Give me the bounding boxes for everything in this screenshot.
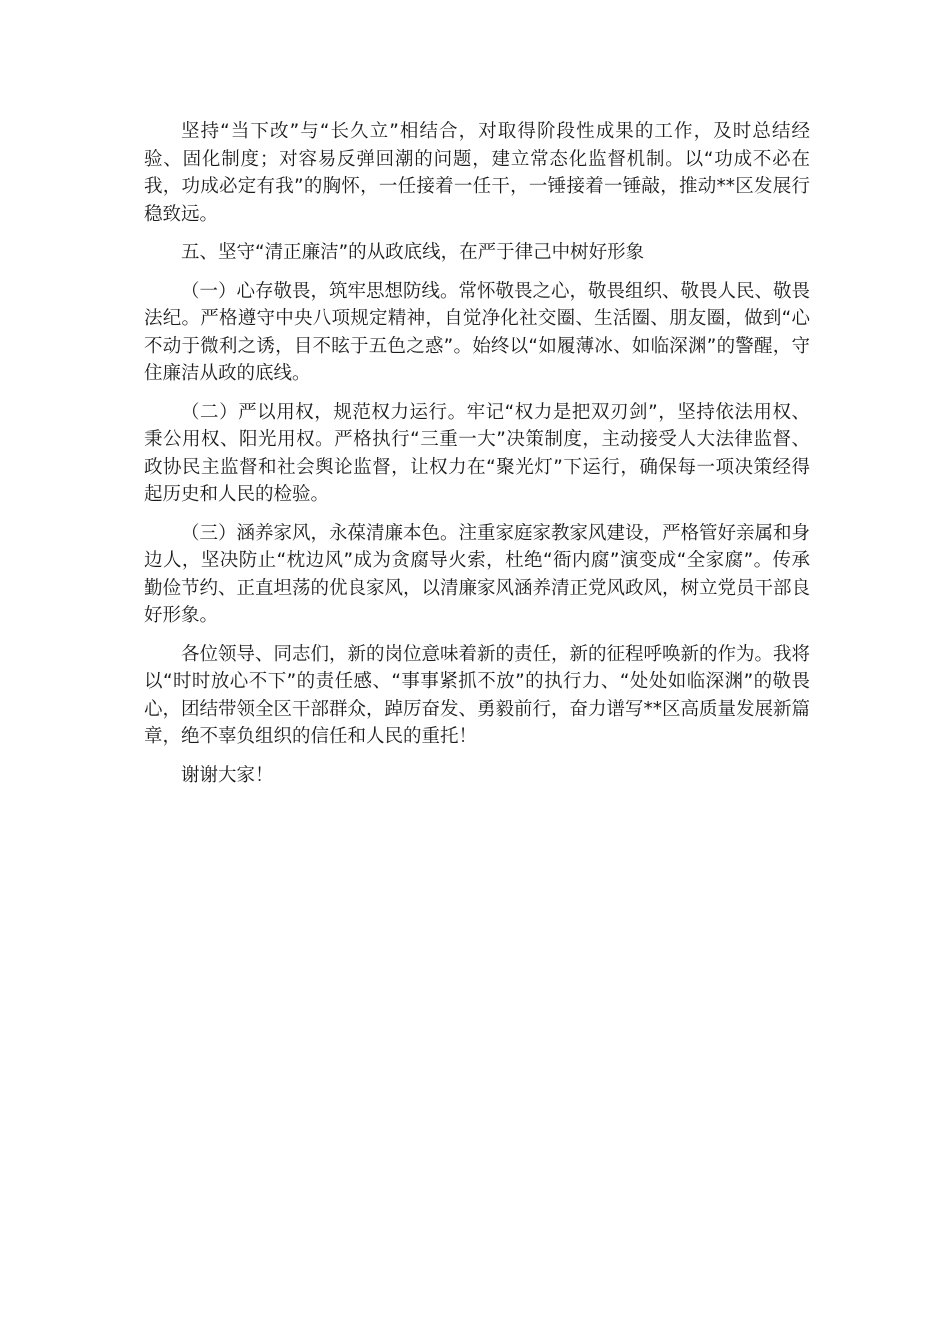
paragraph-summary: 坚持“当下改”与“长久立”相结合，对取得阶段性成果的工作，及时总结经验、固化制度；对容易反弹回潮的问题，建立常态化监督机制。以“功成不必在我，功成必定有我”的胸怀，一任接着一任干，一锤接着一锤敲，推动**区发展行稳致远。 bbox=[144, 121, 810, 225]
document-body bbox=[144, 118, 810, 800]
paragraph-reverence: （一）心存敬畏，筑牢思想防线。常怀敬畏之心，敬畏组织、敬畏人民、敬畏法纪。严格遵守中央八项规定精神，自觉净化社交圈、生活圈、朋友圈，做到“心不动于微利之诱，目不眩于五色之惑”。始终以“如履薄冰、如临深渊”的警醒，守住廉洁从政的底线。 bbox=[144, 280, 811, 384]
paragraph-family-style: （三）涵养家风，永葆清廉本色。注重家庭家教家风建设，严格管好亲属和身边人，坚决防止“枕边风”成为贪腐导火索，杜绝“衙内腐”演变成“全家腐”。传承勤俭节约、正直坦荡的优良家风，以清廉家风涵养清正党风政风，树立党员干部良好形象。 bbox=[144, 522, 811, 626]
section-heading-five: 五、坚守“清正廉洁”的从政底线，在严于律己中树好形象 bbox=[181, 242, 645, 263]
paragraph-thanks: 谢谢大家！ bbox=[181, 764, 274, 786]
paragraph-power: （二）严以用权，规范权力运行。牢记“权力是把双刃剑”，坚持依法用权、秉公用权、阳光用权。严格执行“三重一大”决策制度，主动接受人大法律监督、政协民主监督和社会舆论监督，让权力在“聚光灯”下运行，确保每一项决策经得起历史和人民的检验。 bbox=[144, 401, 810, 505]
paragraph-closing: 各位领导、同志们，新的岗位意味着新的责任，新的征程呼唤新的作为。我将以“时时放心不下”的责任感、“事事紧抓不放”的执行力、“处处如临深渊”的敬畏心，团结带领全区干部群众，踔厉奋发、勇毅前行，奋力谱写**区高质量发展新篇章，绝不辜负组织的信任和人民的重托！ bbox=[144, 643, 811, 747]
